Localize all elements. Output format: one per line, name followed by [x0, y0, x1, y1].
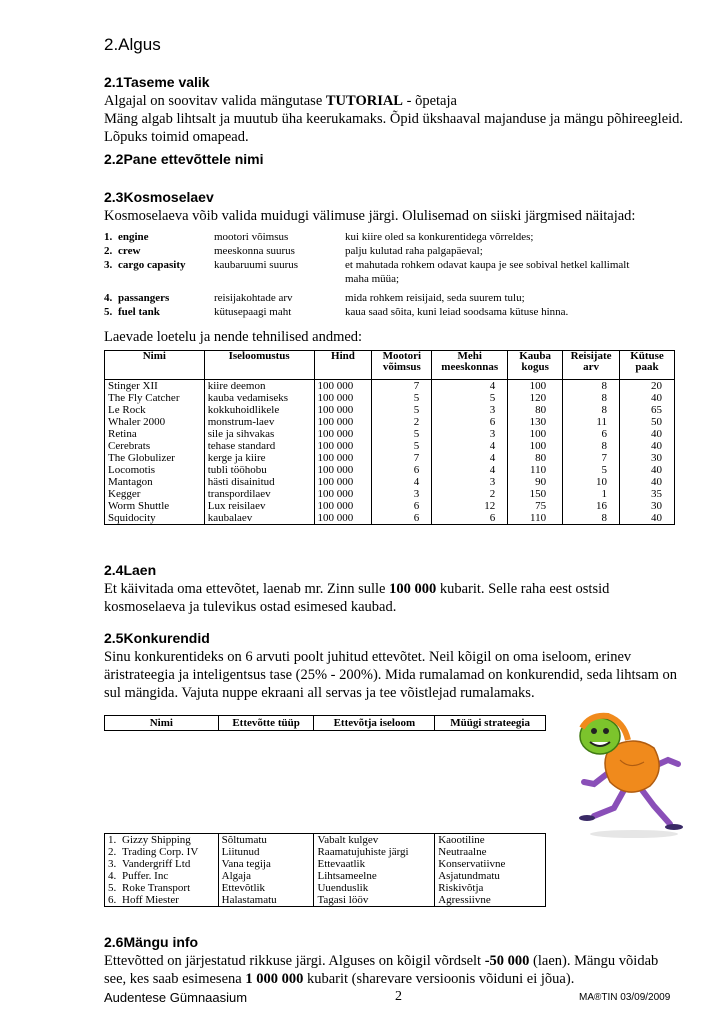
paragraph-line: Lõpuks toimid omapead.	[104, 129, 249, 145]
table-cell: 8	[563, 404, 620, 416]
table-cell: 100 000	[314, 452, 372, 464]
spec-estonian: kaubaruumi suurus	[214, 259, 299, 271]
table-cell: Worm Shuttle	[105, 500, 205, 512]
table-row	[105, 870, 546, 882]
competitor-name: Gizzy Shipping	[122, 833, 191, 846]
table-cell: 40	[620, 428, 675, 440]
table-cell: kokkuhoidlikele	[204, 404, 314, 416]
table-cell: 80	[508, 452, 563, 464]
spec-english: crew	[118, 245, 141, 257]
spec-estonian: kütusepaagi maht	[214, 306, 292, 318]
competitor-name: Puffer. Inc	[122, 869, 169, 882]
competitor-name: Hoff Miester	[122, 893, 179, 906]
table-row	[105, 882, 546, 894]
table-cell: kauba vedamiseks	[204, 392, 314, 404]
table-header-cell	[620, 351, 675, 380]
table-cell: 3	[432, 476, 508, 488]
table-row	[105, 500, 675, 512]
header-line: Mootori	[382, 350, 422, 362]
table-cell: 10	[563, 476, 620, 488]
table-cell: Vana tegija	[218, 858, 314, 870]
paragraph-line	[104, 580, 609, 599]
table-cell: 4	[372, 476, 432, 488]
section-title-2-4: 2.4Laen	[104, 562, 157, 578]
table-row	[105, 464, 675, 476]
alien-foot	[665, 824, 683, 830]
table-cell: Lux reisilaev	[204, 500, 314, 512]
spec-estonian: meeskonna suurus	[214, 245, 295, 257]
header-line: Reisijate	[570, 350, 612, 362]
table-cell: kerge ja kiire	[204, 452, 314, 464]
paragraph-line: Kosmoselaeva võib valida muidugi välimuse järgi. Olulisemad on siiski järgmised näitajad:	[104, 208, 636, 224]
spec-number: 5.	[104, 306, 113, 318]
competitors-header-table	[104, 715, 546, 731]
table-cell: Stinger XII	[105, 380, 205, 393]
spec-item	[104, 258, 664, 272]
page-number: 2	[395, 989, 402, 1004]
paragraph-line: äristrateegia ja inteligentsus tase (25% - 200%). Mida rumalamad on konkurendid, seda lihtsam on	[104, 667, 677, 683]
table-cell: 4	[432, 440, 508, 452]
spec-number: 1.	[104, 231, 113, 243]
table-header-cell: Ettevõtja iseloom	[314, 716, 435, 731]
table-cell: 5	[432, 392, 508, 404]
spec-estonian: mootori võimsus	[214, 231, 289, 243]
table-cell: 150	[508, 488, 563, 500]
table-cell: 90	[508, 476, 563, 488]
table-cell: Raamatujuhiste järgi	[314, 846, 435, 858]
table-cell: 40	[620, 464, 675, 476]
table-cell: 100 000	[314, 416, 372, 428]
text-run: Algajal on soovitav valida mängutase	[104, 93, 326, 109]
spec-description: maha müüa;	[345, 273, 400, 285]
footer-school: Audentese Gümnaasium	[104, 990, 248, 1005]
paragraph-line	[104, 92, 457, 111]
table-cell: 100 000	[314, 428, 372, 440]
spec-item	[104, 291, 664, 305]
table-cell: Lihtsameelne	[314, 870, 435, 882]
spec-item	[104, 305, 664, 319]
spec-number: 3.	[104, 259, 113, 271]
table-cell: Agressiivne	[435, 894, 546, 907]
table-cell: 3	[372, 488, 432, 500]
header-line: Hind	[331, 350, 355, 362]
competitors-table	[104, 833, 546, 907]
table-cell: 100 000	[314, 500, 372, 512]
table-cell: Whaler 2000	[105, 416, 205, 428]
row-number: 5.	[108, 881, 117, 894]
text-run-bold: -50 000	[484, 953, 530, 969]
table-cell: Kaootiline	[435, 834, 546, 847]
table-cell: 100	[508, 380, 563, 393]
spec-number: 4.	[104, 292, 113, 304]
header-line: Iseloomustus	[228, 350, 290, 362]
alien-foot	[579, 815, 595, 821]
header-line: arv	[583, 361, 599, 373]
table-row	[105, 834, 546, 847]
table-cell: 100 000	[314, 380, 372, 393]
alien-character-illustration	[554, 700, 718, 840]
table-cell: Liitunud	[218, 846, 314, 858]
text-run: Et käivitada oma ettevõtet, laenab mr. Zinn sulle	[104, 581, 390, 597]
table-cell: 4	[432, 380, 508, 393]
table-cell: 6	[372, 512, 432, 525]
competitor-name: Trading Corp. IV	[122, 845, 199, 858]
table-cell: 8	[563, 512, 620, 525]
table-cell: 2	[372, 416, 432, 428]
table-cell: kaubalaev	[204, 512, 314, 525]
table-cell: 7	[372, 452, 432, 464]
table-cell: Le Rock	[105, 404, 205, 416]
table-cell: sile ja sihvakas	[204, 428, 314, 440]
table-cell: 20	[620, 380, 675, 393]
header-line: kogus	[521, 361, 549, 373]
table-cell: 5	[372, 404, 432, 416]
spec-item	[104, 230, 664, 244]
table-cell: Sõltumatu	[218, 834, 314, 847]
row-number: 6.	[108, 893, 117, 906]
spec-english: engine	[118, 231, 149, 243]
table-cell: Asjatundmatu	[435, 870, 546, 882]
table-cell: 40	[620, 512, 675, 525]
table-cell: 6	[563, 428, 620, 440]
table-cell: Konservatiivne	[435, 858, 546, 870]
spec-number: 2.	[104, 245, 113, 257]
table-row	[105, 894, 546, 907]
paragraph-line: sul mängida. Vajuta nuppe ekraani all servas ja tee võistlejad rumalamaks.	[104, 685, 535, 701]
table-cell: Retina	[105, 428, 205, 440]
table-cell: 40	[620, 476, 675, 488]
table-row	[105, 858, 546, 870]
table-header-cell	[372, 351, 432, 380]
spec-description: kaua saad sõita, kuni leiad soodsama kütuse hinna.	[345, 306, 569, 318]
table-cell: 100	[508, 440, 563, 452]
competitor-name: Roke Transport	[122, 881, 191, 894]
header-line: Kütuse	[630, 350, 664, 362]
row-number: 3.	[108, 857, 117, 870]
table-cell: 110	[508, 464, 563, 476]
table-cell: 100	[508, 428, 563, 440]
header-line: Nimi	[142, 350, 166, 362]
table-cell: Tagasi lööv	[314, 894, 435, 907]
spec-description: mida rohkem reisijaid, seda suurem tulu;	[345, 292, 525, 304]
table-cell: 7	[372, 380, 432, 393]
table-row	[105, 404, 675, 416]
table-cell: 100 000	[314, 464, 372, 476]
header-line: Mehi	[457, 350, 482, 362]
table-row	[105, 846, 546, 858]
text-run: see, kes saab esimesena	[104, 971, 246, 987]
table-cell: 30	[620, 500, 675, 512]
table-cell: 8	[563, 380, 620, 393]
table-cell: Uuenduslik	[314, 882, 435, 894]
section-title-2-2: 2.2Pane ettevõttele nimi	[104, 151, 264, 167]
table-cell: 6	[432, 416, 508, 428]
paragraph-line: Sinu konkurentideks on 6 arvuti poolt juhitud ettevõtet. Neil kõigil on oma iseloom, erinev	[104, 649, 632, 665]
table-row	[105, 452, 675, 464]
text-run-bold: 100 000	[389, 581, 437, 597]
table-cell: 100 000	[314, 488, 372, 500]
table-cell: 75	[508, 500, 563, 512]
table-cell: Cerebrats	[105, 440, 205, 452]
table-row	[105, 416, 675, 428]
spec-item	[104, 272, 664, 286]
table-cell: 3	[432, 428, 508, 440]
alien-shadow	[590, 830, 678, 838]
section-title-2-1: 2.1Taseme valik	[104, 74, 210, 90]
table-row	[105, 428, 675, 440]
table-cell: Kegger	[105, 488, 205, 500]
paragraph-line	[104, 970, 574, 989]
table-cell: 5	[372, 440, 432, 452]
table-header-cell	[105, 351, 205, 380]
table-cell: 30	[620, 452, 675, 464]
table-header-cell	[204, 351, 314, 380]
ships-table	[104, 350, 675, 525]
table-header-cell: Ettevõtte tüüp	[218, 716, 314, 731]
text-run: (laen). Mängu võidab	[529, 953, 659, 969]
table-cell: Vabalt kulgev	[314, 834, 435, 847]
table-cell: 5	[372, 428, 432, 440]
table-cell: 16	[563, 500, 620, 512]
table-cell: 110	[508, 512, 563, 525]
text-run: kubarit. Selle raha eest ostsid	[436, 581, 610, 597]
spec-description: palju kulutad raha palgapäeval;	[345, 245, 483, 257]
table-header-cell	[432, 351, 508, 380]
text-run-bold: TUTORIAL	[325, 93, 403, 109]
table-row	[105, 512, 675, 525]
table-cell: 8	[563, 440, 620, 452]
table-cell: 50	[620, 416, 675, 428]
header-line: paak	[635, 361, 659, 373]
section-title-2-3: 2.3Kosmoselaev	[104, 189, 214, 205]
table-cell: monstrum-laev	[204, 416, 314, 428]
paragraph-line: kosmoselaeva ja tulevikus ostad esimesed kaubad.	[104, 599, 397, 615]
section-title-2-6: 2.6Mängu info	[104, 934, 199, 950]
header-line: meeskonnas	[441, 361, 499, 373]
spec-english: cargo capasity	[118, 259, 186, 271]
table-cell: 8	[563, 392, 620, 404]
table-cell: Mantagon	[105, 476, 205, 488]
table-header-row	[105, 351, 675, 380]
alien-eye	[591, 728, 597, 734]
row-number: 1.	[108, 833, 117, 846]
text-run: Ettevõtted on järjestatud rikkuse järgi. Alguses on kõigil võrdselt	[104, 953, 485, 969]
table-cell: 65	[620, 404, 675, 416]
table-cell: 100 000	[314, 512, 372, 525]
table-cell: 4	[432, 464, 508, 476]
spec-english: fuel tank	[118, 306, 160, 318]
text-run: - õpetaja	[402, 93, 457, 109]
spec-list	[104, 230, 664, 319]
table-cell: 120	[508, 392, 563, 404]
table-header-cell: Nimi	[105, 716, 219, 731]
table-cell: 80	[508, 404, 563, 416]
table-header-cell	[508, 351, 563, 380]
table-row	[105, 440, 675, 452]
table-cell: 100 000	[314, 476, 372, 488]
row-number: 4.	[108, 869, 117, 882]
table-cell: 40	[620, 440, 675, 452]
table-cell: Algaja	[218, 870, 314, 882]
table-cell: Riskivõtja	[435, 882, 546, 894]
spec-description: kui kiire oled sa konkurentidega võrreldes;	[345, 231, 534, 243]
table-cell: 40	[620, 392, 675, 404]
table-cell: 6	[372, 464, 432, 476]
table-cell: 5	[372, 392, 432, 404]
competitor-name: Vandergriff Ltd	[122, 857, 191, 870]
table-cell	[105, 870, 219, 882]
table-cell: The Globulizer	[105, 452, 205, 464]
table-cell	[105, 834, 219, 847]
table-cell: 130	[508, 416, 563, 428]
table-cell: Ettevõtlik	[218, 882, 314, 894]
table-cell: 12	[432, 500, 508, 512]
table-cell: 3	[432, 404, 508, 416]
table-cell: tubli tööhobu	[204, 464, 314, 476]
row-number: 2.	[108, 845, 117, 858]
table-cell: 100 000	[314, 392, 372, 404]
table-cell: 1	[563, 488, 620, 500]
table-cell: transpordilaev	[204, 488, 314, 500]
table-cell	[105, 858, 219, 870]
paragraph-line	[104, 952, 658, 971]
text-run-bold: 1 000 000	[245, 971, 304, 987]
table-cell: 11	[563, 416, 620, 428]
table-row	[105, 392, 675, 404]
table-cell: 4	[432, 452, 508, 464]
spec-item	[104, 244, 664, 258]
table-cell: 2	[432, 488, 508, 500]
table-row	[105, 380, 675, 393]
table-header-cell: Müügi strateegia	[435, 716, 546, 731]
table-cell: 100 000	[314, 404, 372, 416]
table-intro: Laevade loetelu ja nende tehnilised andmed:	[104, 329, 363, 345]
table-cell: Ettevaatlik	[314, 858, 435, 870]
table-header-cell	[563, 351, 620, 380]
table-cell: hästi disainitud	[204, 476, 314, 488]
table-cell: kiire deemon	[204, 380, 314, 393]
spec-english: passangers	[118, 292, 170, 304]
header-line: võimsus	[382, 361, 421, 373]
table-cell: Neutraalne	[435, 846, 546, 858]
alien-eye	[603, 728, 609, 734]
table-cell: Squidocity	[105, 512, 205, 525]
table-cell: tehase standard	[204, 440, 314, 452]
table-row	[105, 488, 675, 500]
table-header-cell	[314, 351, 372, 380]
table-cell: The Fly Catcher	[105, 392, 205, 404]
header-line: Kauba	[519, 350, 552, 362]
table-cell: 6	[372, 500, 432, 512]
table-cell	[105, 846, 219, 858]
section-heading-algus: 2.Algus	[104, 35, 161, 54]
table-cell: 35	[620, 488, 675, 500]
table-cell: Halastamatu	[218, 894, 314, 907]
table-row	[105, 476, 675, 488]
table-cell: Locomotis	[105, 464, 205, 476]
table-cell	[105, 882, 219, 894]
table-cell	[105, 894, 219, 907]
table-cell: 5	[563, 464, 620, 476]
text-run: kubarit (sharevare versioonis võiduni ei jõua).	[303, 971, 575, 987]
table-cell: 100 000	[314, 440, 372, 452]
section-title-2-5: 2.5Konkurendid	[104, 630, 210, 646]
paragraph-line: Mäng algab lihtsalt ja muutub üha keerukamaks. Õpid ükshaaval majanduse ja mängu põhireegleid.	[104, 111, 684, 127]
table-cell: 7	[563, 452, 620, 464]
footer-author-date: MA®TIN 03/09/2009	[579, 992, 671, 1003]
spec-estonian: reisijakohtade arv	[214, 292, 293, 304]
table-cell: 6	[432, 512, 508, 525]
spec-description: et mahutada rohkem odavat kaupa je see sobival hetkel kallimalt	[345, 259, 630, 271]
